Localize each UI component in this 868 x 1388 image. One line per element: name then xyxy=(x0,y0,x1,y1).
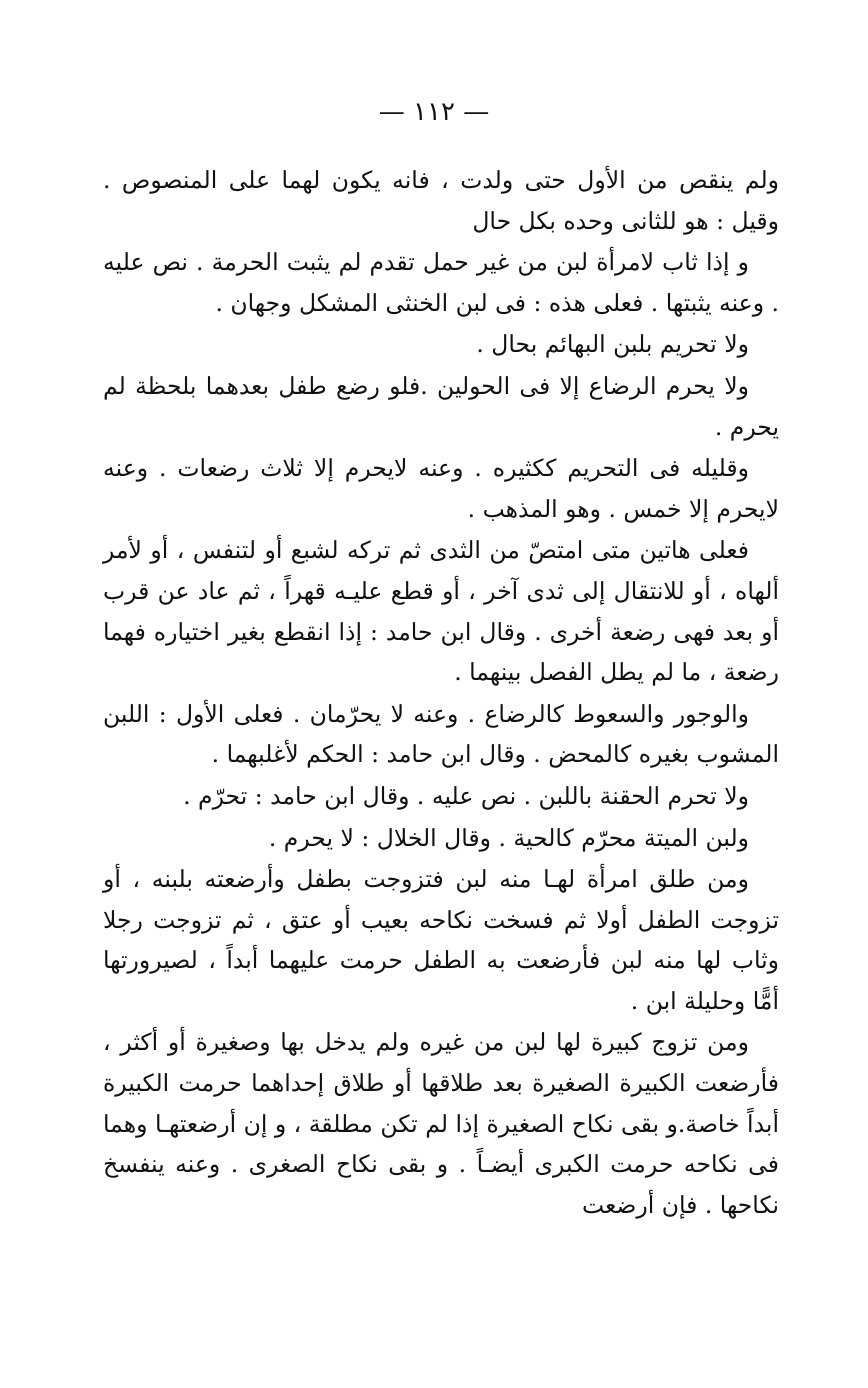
page-number: — ١١٢ — xyxy=(378,97,490,127)
paragraph-4: ولا يحرم الرضاع إلا فى الحولين .فلو رضع طفل بعدهما بلحظة لم يحرم . xyxy=(103,371,779,441)
paragraph-3: ولا تحريم بلبن البهائم بحال . xyxy=(476,330,749,359)
paragraph-7: والوجور والسعوط كالرضاع . وعنه لا يحرّمان . فعلى الأول : اللبن المشوب بغيره كالمحض . وقال ابن حامد : الحكم لأغلبهما . xyxy=(103,699,779,769)
paragraph-9: ولبن الميتة محرّم كالحية . وقال الخلال : لا يحرم . xyxy=(268,823,749,852)
body-text xyxy=(103,160,779,1225)
paragraph-6: فعلى هاتين متى امتصّ من الثدى ثم تركه لشبع أو لتنفس ، أو لأمر ألهاه ، أو للانتقال إلى ثدى آخر ، أو قطع عليـه قهراً ، ثم عاد عن قرب أو بعد فهى رضعة أخرى . وقال ابن حامد : إذا انقطع بغير اختياره فهما رضعة ، ما لم يطل الفصل بينهما . xyxy=(103,536,779,687)
paragraph-11: ومن تزوج كبيرة لها لبن من غيره ولم يدخل بها وصغيرة أو أكثر ، فأرضعت الكبيرة الصغيرة بعد طلاقها أو طلاق إحداهما حرمت الكبيرة أبداً خاصة.و بقى نكاح الصغيرة إذا لم تكن مطلقة ، و إن أرضعتهـا وهما فى نكاحه حرمت الكبرى أيضـاً . و بقى نكاح الصغرى . وعنه ينفسخ نكاحها . فإن أرضعت xyxy=(103,1028,779,1219)
paragraph-2: و إذا ثاب لامرأة لبن من غير حمل تقدم لم يثبت الحرمة . نص عليه . وعنه يثبتها . فعلى هذه : فى لبن الخنثى المشكل وجهان . xyxy=(103,248,779,317)
paragraph-10: ومن طلق امرأة لهـا منه لبن فتزوجت بطفل وأرضعته بلبنه ، أو تزوجت الطفل أولا ثم فسخت نكاحه بعيب أو عتق ، ثم تزوجت رجلا وثاب لها منه لبن فأرضعت به الطفل حرمت عليهما أبداً ، لصيرورتها أمًّا وحليلة ابن . xyxy=(103,865,779,1015)
paragraph-5: وقليله فى التحريم ككثيره . وعنه لايحرم إلا ثلاث رضعات . وعنه لايحرم إلا خمس . وهو المذهب . xyxy=(103,454,779,523)
paragraph-1: ولم ينقص من الأول حتى ولدت ، فانه يكون لهما على المنصوص . وقيل : هو للثانى وحده بكل حال xyxy=(103,166,779,235)
paragraph-8: ولا تحرم الحقنة باللبن . نص عليه . وقال ابن حامد : تحرّم . xyxy=(183,781,749,810)
